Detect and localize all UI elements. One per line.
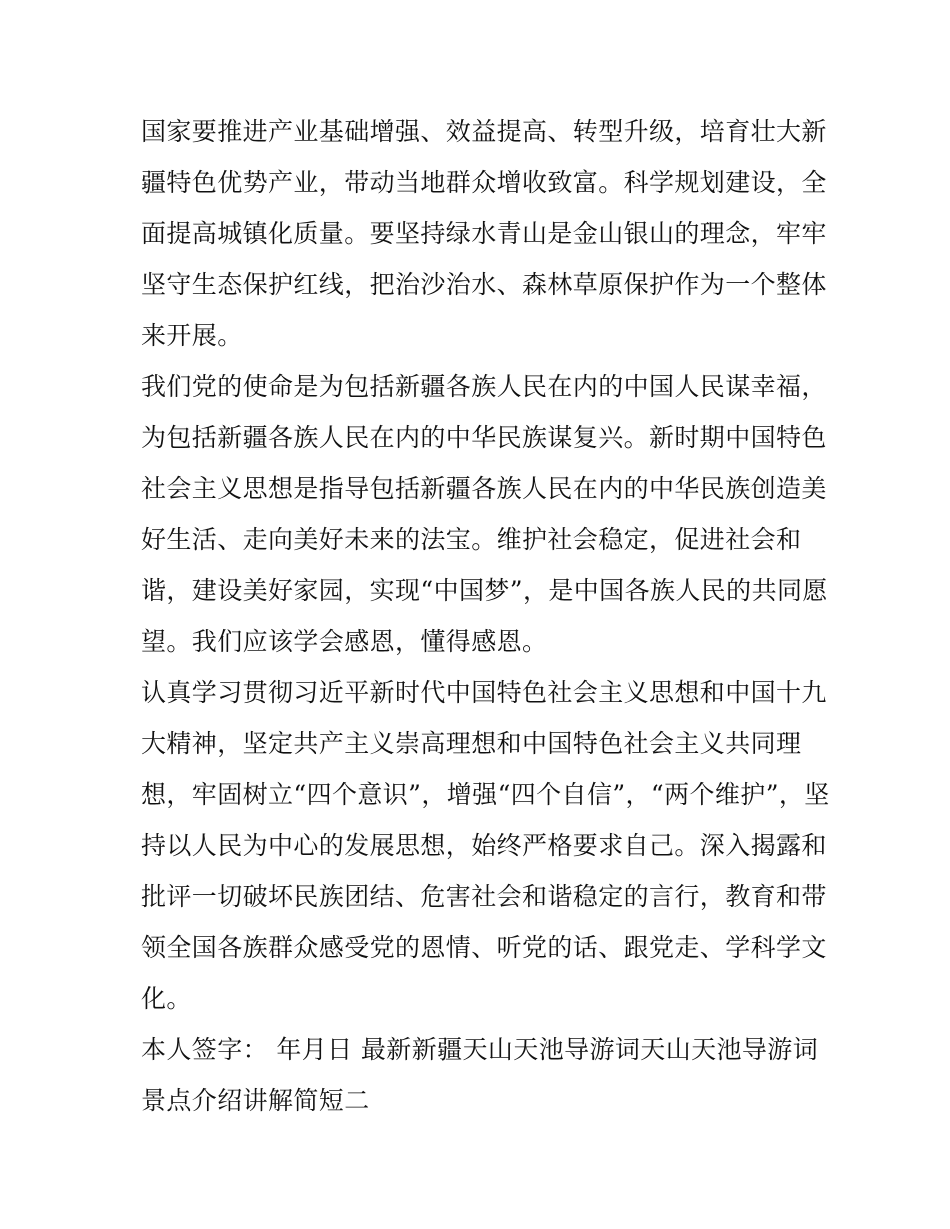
paragraph-line: 国家要推进产业基础增强、效益提高、转型升级，培育壮大新 <box>141 117 827 146</box>
paragraph-line: 面提高城镇化质量。要坚持绿水青山是金山银山的理念，牢牢 <box>141 219 827 248</box>
paragraph-line: 化。 <box>141 984 192 1013</box>
paragraph-line: 批评一切破坏民族团结、危害社会和谐稳定的言行，教育和带 <box>141 882 827 911</box>
paragraph-line: 社会主义思想是指导包括新疆各族人民在内的中华民族创造美 <box>141 474 827 503</box>
paragraph-line: 想，牢固树立“四个意识”，增强“四个自信”，“两个维护”，坚 <box>141 780 830 809</box>
paragraph-line: 坚守生态保护红线，把治沙治水、森林草原保护作为一个整体 <box>141 270 827 299</box>
paragraph-line: 大精神，坚定共产主义崇高理想和中国特色社会主义共同理 <box>141 729 802 758</box>
paragraph-line: 好生活、走向美好未来的法宝。维护社会稳定，促进社会和 <box>141 525 802 554</box>
paragraph-line: 来开展。 <box>141 321 243 350</box>
paragraph-line: 为包括新疆各族人民在内的中华民族谋复兴。新时期中国特色 <box>141 423 827 452</box>
paragraph-line: 认真学习贯彻习近平新时代中国特色社会主义思想和中国十九 <box>141 678 827 707</box>
paragraph-line: 持以人民为中心的发展思想，始终严格要求自己。深入揭露和 <box>141 831 827 860</box>
paragraph-line: 谐，建设美好家园，实现“中国梦”，是中国各族人民的共同愿 <box>141 576 828 605</box>
paragraph-line: 疆特色优势产业，带动当地群众增收致富。科学规划建设，全 <box>141 168 827 197</box>
paragraph-line: 景点介绍讲解简短二 <box>141 1086 370 1115</box>
paragraph-line: 领全国各族群众感受党的恩情、听党的话、跟党走、学科学文 <box>141 933 827 962</box>
signature-line: 本人签字： 年月日 最新新疆天山天池导游词天山天池导游词 <box>141 1035 819 1064</box>
paragraph-line: 望。我们应该学会感恩，懂得感恩。 <box>141 627 548 656</box>
document-body <box>141 106 830 1126</box>
paragraph-line: 我们党的使命是为包括新疆各族人民在内的中国人民谋幸福， <box>141 372 827 401</box>
